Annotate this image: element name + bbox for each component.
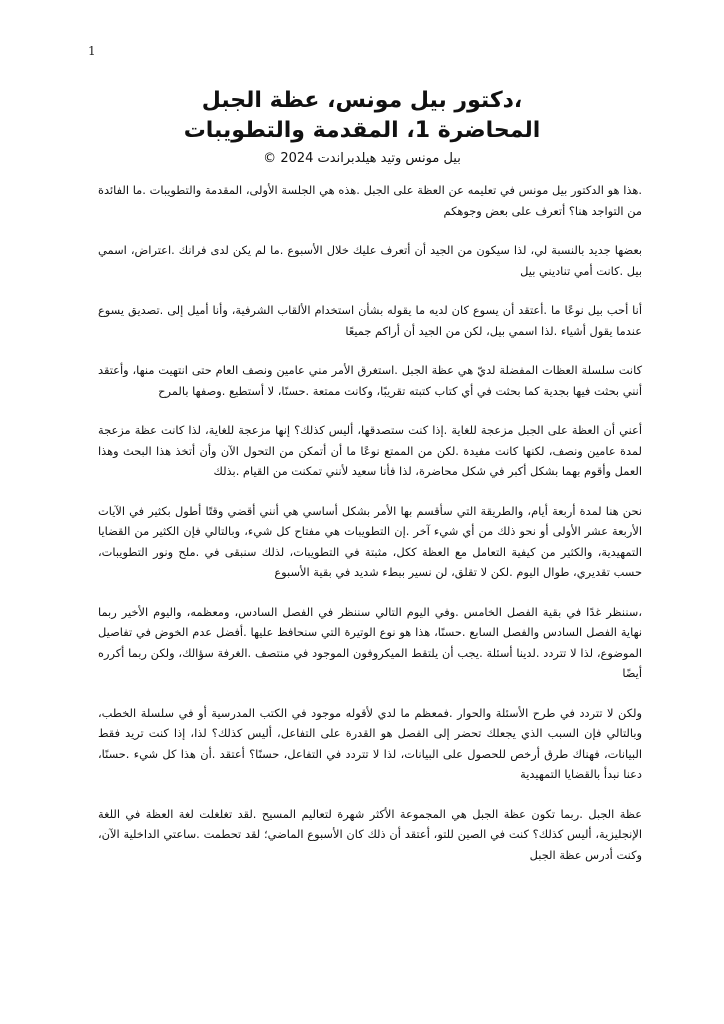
document-body xyxy=(98,180,642,884)
paragraph-8: ولكن لا تتردد في طرح الأسئلة والحوار .فمعظم ما لدي لأقوله موجود في الكتب المدرسية أو في سلسلة الخطب، وبالتالي فإن السبب الذي يجعلك تحضر إلى الفصل هو القدرة على التفاعل، أليس كذلك؟ لذا، إذا كنت تريد فقط البيانات، فهناك طرق أرخص للحصول على البيانات، لذا لا تتردد في التفاعل، حسنًا؟ أعتقد .أن هذا كل شيء .حسنًا، دعنا نبدأ بالقضايا التمهيدية xyxy=(98,705,642,781)
document-title-line-1: ،دكتور بيل مونس، عظة الجبل xyxy=(201,88,523,113)
paragraph-1: .هذا هو الدكتور بيل مونس في تعليمه عن العظة على الجبل .هذه هي الجلسة الأولى، المقدمة والتطويبات .ما الفائدة من التواجد هنا؟ أتعرف على بعض وجوهكم xyxy=(98,183,642,218)
document-title-line-2: المحاضرة 1، المقدمة والتطويبات xyxy=(183,118,541,143)
paragraph-9: عظة الجبل .ربما تكون عظة الجبل هي المجموعة الأكثر شهرة لتعاليم المسيح .لقد تغلغلت لغة العظة في اللغة الإنجليزية، أليس كذلك؟ كنت في الصين للتو، أعتقد أن ذلك كان الأسبوع الماضي؛ لقد تحطمت .ساعتي الداخلية الآن، وكنت أدرس عظة الجبل xyxy=(98,806,642,862)
paragraph-3: أنا أحب بيل نوعًا ما .أعتقد أن يسوع كان لديه ما يقوله بشأن استخدام الألقاب الشرفية، وأنا أميل إلى .تصديق يسوع عندما يقول أشياء .لذا اسمي بيل، لكن من الجيد أن أراكم جميعًا xyxy=(98,303,642,338)
paragraph-7: ،سننظر غدًا في بقية الفصل الخامس .وفي اليوم التالي سننظر في الفصل السادس، ومعظمه، واليوم الأخير ربما نهاية الفصل السادس والفصل السابع .حسنًا، هذا هو نوع الوتيرة التي سنحافظ عليها .أفضل عدم الخوض في تفاصيل الموضوع، لذا لا تتردد .لدينا أسئلة .يجب أن يلتقط الميكروفون الموجود في منتصف .الغرفة سؤالك، ولكن ربما أكرره أيضًا xyxy=(98,604,642,680)
paragraph-4: كانت سلسلة العظات المفضلة لديّ هي عظة الجبل .استغرق الأمر مني عامين ونصف العام حتى انتهيت منها، وأعتقد أنني بحثت فيها بجدية كما بحثت في أي كتاب كتبته تقريبًا، وكانت ممتعة .حسنًا، لا أستطيع .وصفها بالمرح xyxy=(98,363,642,398)
paragraph-6: نحن هنا لمدة أربعة أيام، والطريقة التي سأقسم بها الأمر بشكل أساسي هي أنني أقضي وقتًا أطول بكثير في الآيات الأربعة عشر الأولى أو نحو ذلك من أي شيء آخر .إن التطويبات هي مفتاح كل شيء، وبالتالي فإن الكثير من القضايا التمهيدية، والكثير من كيفية التعامل مع العظة ككل، مثبتة في التطويبات، لذلك سنبقى في .ملح ونور التطويبات، حسب تقديري، طوال اليوم .لكن لا تقلق، لن نسير ببطء شديد في بقية الأسبوع xyxy=(98,503,642,579)
paragraph-5: أعني أن العظة على الجبل مزعجة للغاية .إذا كنت ستصدقها، أليس كذلك؟ إنها مزعجة للغاية، لذا كانت عظة مزعجة لمدة عامين ونصف، لكنها كانت مفيدة .لكن من الممتع نوعًا ما أن أتمكن من التحول الآن وأن أتخذ هذا البحث وهذا العمل وأقوم بهما بشكل أكبر في شكل محاضرة، لذا فأنا سعيد لأنني تمكنت من القيام .بذلك xyxy=(98,423,642,478)
copyright-notice: بيل مونس وتيد هيلدبراندت 2024 © xyxy=(263,151,461,166)
page-number: 1 xyxy=(88,44,96,58)
paragraph-2: بعضها جديد بالنسبة لي، لذا سيكون من الجيد أن أتعرف عليك خلال الأسبوع .ما لم يكن لدى فرانك .اعتراض، اسمي بيل .كانت أمي تناديني بيل xyxy=(98,243,642,278)
document-header xyxy=(100,86,624,168)
